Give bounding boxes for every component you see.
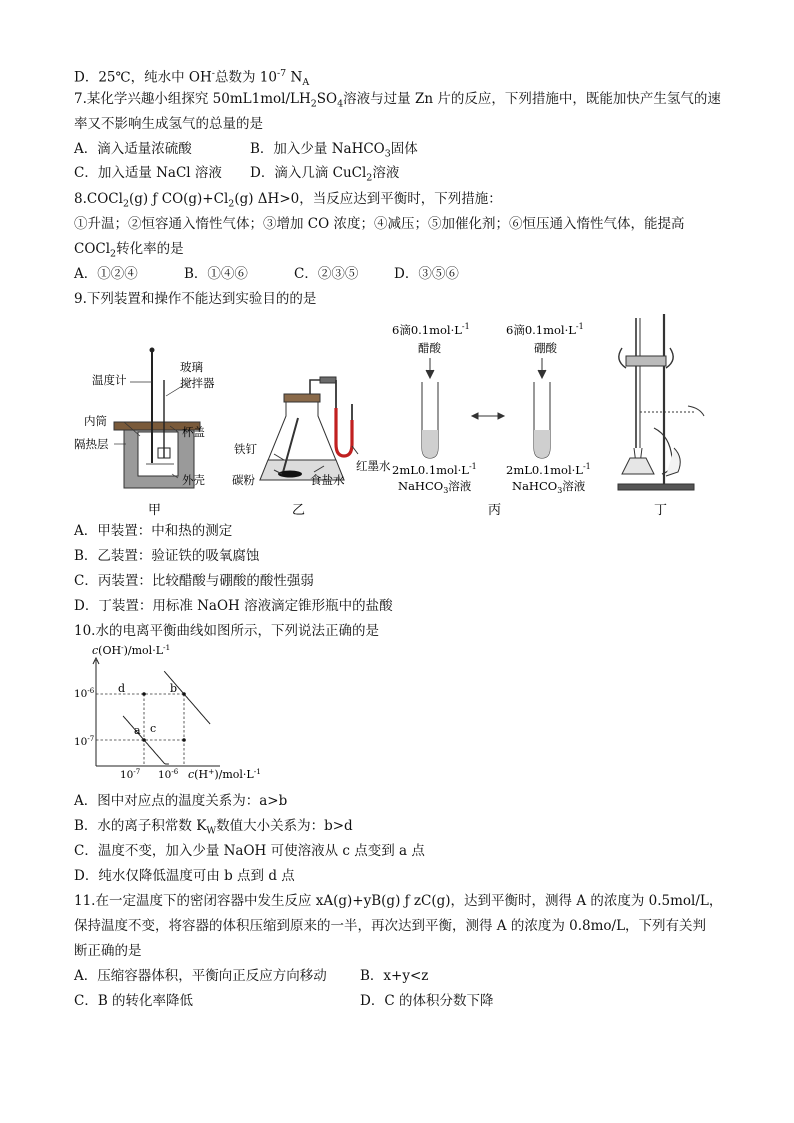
label-inner-cup: 内筒 xyxy=(84,414,107,428)
label-left-bicarbonate-volume: $2mL0.1mol\cdot L^{-1}$ xyxy=(392,462,477,477)
q10-option-b: B．水的离子积常数 $K_W$数值大小关系为：b>d xyxy=(74,818,353,837)
q8-stem-line1: 8.COCl$_2$(g) ƒ $CO(g)+Cl_2(g)$ ΔH>0，当反应达到平衡时，下列措施： xyxy=(74,191,502,210)
label-left-bicarbonate: NaHCO$_3$溶液 xyxy=(398,479,472,495)
q9-option-d: D．丁装置：用标准 NaOH 溶液滴定锥形瓶中的盐酸 xyxy=(74,598,393,614)
q11-option-a: A．压缩容器体积，平衡向正反应方向移动 xyxy=(74,968,327,984)
x-tick-1e-7: $10^{-7}$ xyxy=(120,768,141,781)
point-b xyxy=(182,692,186,696)
q6-option-d: D．25℃，纯水中 OH-总数为 $10^{-7}$ $N_A$ xyxy=(74,68,310,89)
q11-stem-line2: 保持温度不变，将容器的体积压缩到原来的一半，再次达到平衡，测得 A 的浓度为 0.8mo/L，下列有关判 xyxy=(74,918,707,934)
corrosion-apparatus xyxy=(260,377,358,480)
q9-stem: 9.下列装置和操作不能达到实验目的的是 xyxy=(74,291,317,307)
y-tick-1e-7: $10^{-7}$ xyxy=(74,735,95,748)
q11-option-c: C．B 的转化率降低 xyxy=(74,993,194,1009)
q11-stem-line3: 断正确的是 xyxy=(74,943,142,959)
q9-option-b: B．乙装置：验证铁的吸氧腐蚀 xyxy=(74,548,260,564)
q8-option-a: A．①②④ xyxy=(74,266,138,282)
q7-option-c: C．加入适量 NaCl 溶液 xyxy=(74,165,222,181)
figure-name-yi: 乙 xyxy=(292,503,306,518)
titration-apparatus xyxy=(618,314,704,490)
point-d xyxy=(142,692,146,696)
point-label-b: b xyxy=(170,682,178,695)
q7-option-b: B．加入少量 NaHCO$_3$固体 xyxy=(250,141,418,160)
point-c xyxy=(182,738,186,742)
label-acetic-acid-drops: 6滴$0.1mol\cdot L^{-1}$ xyxy=(392,322,470,337)
x-tick-1e-6: $10^{-6}$ xyxy=(158,768,179,781)
q10-option-c: C．温度不变，加入少量 NaOH 可使溶液从 c 点变到 a 点 xyxy=(74,843,425,859)
isotherm-high-curve xyxy=(164,671,210,724)
point-label-a: a xyxy=(134,724,141,737)
y-tick-1e-6: $10^{-6}$ xyxy=(74,687,95,700)
label-boric-acid: 硼酸 xyxy=(534,341,557,355)
q8-option-b: B．①④⑥ xyxy=(184,266,248,282)
q10-option-a: A．图中对应点的温度关系为：a>b xyxy=(74,793,288,809)
chart-marks xyxy=(96,671,210,766)
label-right-bicarbonate: NaHCO$_3$溶液 xyxy=(512,479,586,495)
point-label-c: c xyxy=(150,722,157,735)
q7-stem-line2: 率又不影响生成氢气的总量的是 xyxy=(74,116,263,132)
water-ionization-chart xyxy=(74,642,284,782)
q8-stem-line2: ①升温；②恒容通入惰性气体；③增加 CO 浓度；④减压；⑤加催化剂；⑥恒压通入惰性气体，能提高 xyxy=(74,216,685,232)
q8-stem-line3: COCl$_2$转化率的是 xyxy=(74,241,184,260)
label-lid: 杯盖 xyxy=(182,425,205,439)
q9-option-c: C．丙装置：比较醋酸与硼酸的酸性强弱 xyxy=(74,573,314,589)
label-boric-acid-drops: 6滴$0.1mol\cdot L^{-1}$ xyxy=(506,322,584,337)
q10-option-d: D．纯水仅降低温度可由 b 点到 d 点 xyxy=(74,868,295,884)
q7-option-a: A．滴入适量浓硫酸 xyxy=(74,141,192,157)
label-iron-nail: 铁钉 xyxy=(234,442,257,456)
label-stirrer-2: 搅拌器 xyxy=(180,376,215,390)
figure-name-ding: 丁 xyxy=(654,503,668,518)
q11-stem-line1: 11.在一定温度下的密闭容器中发生反应 xA(g)+yB(g) ƒ zC(g)，达到平衡时，测得 A 的浓度为 0.5mol/L， xyxy=(74,893,723,909)
label-shell: 外壳 xyxy=(182,473,205,487)
figure-name-bing: 丙 xyxy=(488,503,502,518)
q7-stem-line1: 7.某化学兴趣小组探究 $50mL1mol/LH_2SO_4$溶液与过量 Zn 片的反应，下列措施中，既能加快产生氢气的速 xyxy=(74,91,721,110)
q7-option-d: D．滴入几滴 CuCl$_2$溶液 xyxy=(250,165,400,184)
q8-option-c: C．②③⑤ xyxy=(294,266,359,282)
label-right-bicarbonate-volume: $2mL0.1mol\cdot L^{-1}$ xyxy=(506,462,591,477)
label-brine: 食盐水 xyxy=(310,473,345,487)
label-thermometer: 温度计 xyxy=(92,373,127,387)
test-tubes xyxy=(422,358,550,458)
q11-option-d: D．C 的体积分数下降 xyxy=(360,993,494,1009)
q9-apparatus-figure xyxy=(74,308,734,522)
q8-option-d: D．③⑤⑥ xyxy=(394,266,459,282)
figure-name-jia: 甲 xyxy=(148,503,162,518)
q10-stem: 10.水的电离平衡曲线如图所示，下列说法正确的是 xyxy=(74,623,379,639)
q11-option-b: B．x+y<z xyxy=(360,968,429,984)
label-carbon-powder: 碳粉 xyxy=(232,473,255,487)
chart-x-axis-label: $c(H^+)/mol\cdot L^{-1}$ xyxy=(188,767,262,781)
label-insulation: 隔热层 xyxy=(74,437,109,451)
chart-y-axis-label: $c(OH^-)/mol\cdot L^{-1}$ xyxy=(92,643,171,657)
point-a xyxy=(142,738,146,742)
label-stirrer-1: 玻璃 xyxy=(180,360,203,374)
point-label-d: d xyxy=(118,682,126,695)
label-red-ink: 红墨水 xyxy=(356,459,391,473)
label-acetic-acid: 醋酸 xyxy=(418,341,441,355)
q9-option-a: A．甲装置：中和热的测定 xyxy=(74,523,233,539)
